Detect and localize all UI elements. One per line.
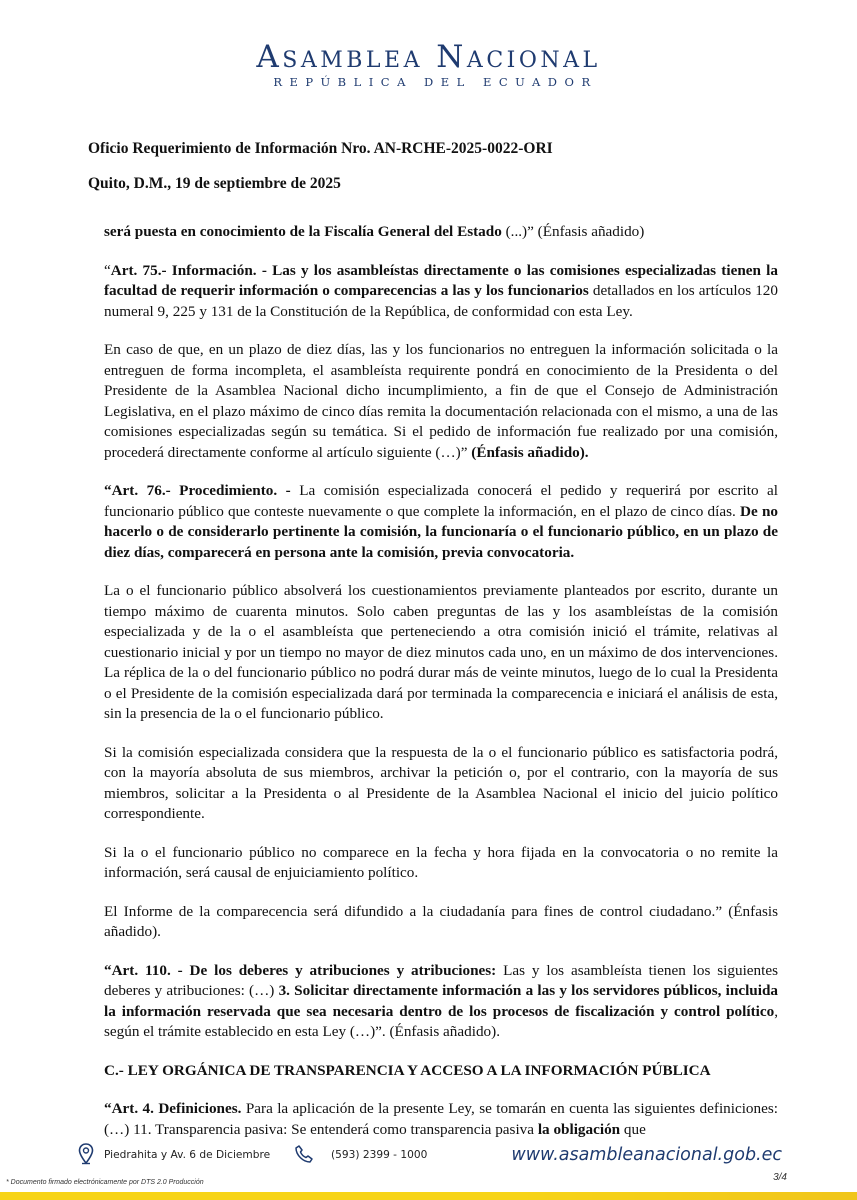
bold-text: (Énfasis añadido). bbox=[471, 443, 589, 461]
bold-text: la obligación bbox=[537, 1120, 621, 1138]
footer-color-bar bbox=[0, 1192, 857, 1200]
paragraph-art-75 bbox=[104, 261, 778, 323]
bold-text: “Art. 110. - De los deberes y atribuciones y atribuciones: bbox=[104, 961, 497, 979]
paragraph: La o el funcionario público absolverá los cuestionamientos previamente planteados por escrito, durante un tiempo máximo de cuarenta minutos. Solo caben preguntas de las y los asambleístas de la comisión especializada y de la o el asambleísta que perteneciendo a otra comisión inició el trámite, relativas al cuestionario inicial y por un tiempo no mayor de diez minutos cada uno, en un máximo de dos intervenciones. La réplica de la o del funcionario público no podrá durar más de veinte minutos, luego de lo cual la Presidenta o el Presidente de la comisión especializada dará por terminada la comparecencia e iniciará el análisis de esta, sin la presencia de la o el funcionario público. bbox=[104, 582, 778, 722]
footer-address: Piedrahita y Av. 6 de Diciembre bbox=[104, 1149, 271, 1161]
institution-subtitle: REPÚBLICA DEL ECUADOR bbox=[273, 75, 598, 89]
phone-icon bbox=[294, 1144, 314, 1169]
paragraph bbox=[104, 340, 778, 463]
document-date: Quito, D.M., 19 de septiembre de 2025 bbox=[88, 175, 341, 192]
footer-phone: (593) 2399 - 1000 bbox=[331, 1149, 428, 1161]
section-heading: C.- LEY ORGÁNICA DE TRANSPARENCIA Y ACCESO A LA INFORMACIÓN PÚBLICA bbox=[104, 1061, 711, 1079]
paragraph: El Informe de la comparecencia será difundido a la ciudadanía para fines de control ciudadano.” (Énfasis añadido). bbox=[104, 902, 778, 940]
page-number: 3/4 bbox=[773, 1172, 787, 1183]
text: Para la aplicación de la presente Ley, se tomarán en cuenta las siguientes definiciones: (…) 11. Transparencia pasiva: Se entenderá como transparencia pasiva bbox=[104, 1100, 778, 1138]
paragraph-art-76 bbox=[104, 481, 778, 563]
signature-note: * Documento firmado electrónicamente por DTS 2.0 Producción bbox=[6, 1179, 204, 1186]
bold-text: “Art. 4. Definiciones. bbox=[104, 1100, 242, 1117]
institution-name: Asamblea Nacional bbox=[256, 39, 601, 75]
oficio-number: Oficio Requerimiento de Información Nro. AN-RCHE-2025-0022-ORI bbox=[88, 140, 553, 157]
bold-text: De no hacerlo o de considerarlo pertinente la comisión, la funcionaría o el funcionario público, en un plazo de diez días, comparecerá en persona ante la comisión, previa convocatoria. bbox=[104, 502, 778, 561]
bold-text: será puesta en conocimiento de la Fiscalía General del Estado bbox=[104, 223, 502, 240]
bold-text: Art. 75.- Información. - Las y los asambleístas directamente o las comisiones especializadas tienen la facultad de requerir información o comparecencias a las y los funcionarios bbox=[104, 261, 778, 299]
footer-website-link[interactable]: www.asambleanacional.gob.ec bbox=[511, 1145, 782, 1165]
text: (...)” (Énfasis añadido) bbox=[501, 223, 645, 240]
quote-mark: “ bbox=[104, 261, 111, 279]
paragraph: Si la comisión especializada considera que la respuesta de la o el funcionario público es satisfactoria podrá, con la mayoría absoluta de sus miembros, archivar la petición o, por el contrario, con la mayoría de sus miembros, solicitar a la Presidenta o al Presidente de la Asamblea Nacional el inicio del juicio político correspondiente. bbox=[104, 743, 778, 822]
paragraph-art-4 bbox=[104, 1099, 778, 1140]
bold-text: “Art. 76.- Procedimiento. - bbox=[104, 482, 291, 499]
text: , según el trámite establecido en esta Ley (…)”. (Énfasis añadido). bbox=[104, 1002, 778, 1040]
letterhead bbox=[0, 40, 857, 89]
text: En caso de que, en un plazo de diez días, las y los funcionarios no entreguen la información solicitada o la entreguen de forma incompleta, el asambleísta requirente pondrá en conocimiento de la Presidenta o del Presidente de la Asamblea Nacional dicho incumplimiento, a fin de que el Consejo de Administración Legislativa, en el plazo máximo de cinco días remita la documentación relacionada con el mismo, a una de las comisiones especializadas según su temática. Si el pedido de información fue realizado por una comisión, procederá directamente conforme al artículo siguiente (…)” bbox=[104, 341, 778, 461]
paragraph-art-110 bbox=[104, 961, 778, 1043]
text: Las y los asambleísta tienen los siguientes deberes y atribuciones: (…) bbox=[104, 961, 778, 999]
footer bbox=[0, 1143, 857, 1200]
text: La comisión especializada conocerá el pedido y requerirá por escrito al funcionario público que conteste nuevamente o que complete la información, en el plazo de cinco días. bbox=[104, 482, 778, 520]
paragraph bbox=[104, 222, 778, 243]
paragraph: Si la o el funcionario público no comparece en la fecha y hora fijada en la convocatoria o no remite la información, será causal de enjuiciamiento político. bbox=[104, 843, 778, 881]
text: que bbox=[620, 1120, 646, 1138]
bold-text: 3. Solicitar directamente información a las y los servidores públicos, incluida la información reservada que sea necesaria dentro de los procesos de fiscalización y control político bbox=[104, 982, 779, 1020]
location-pin-icon bbox=[78, 1143, 94, 1170]
text: detallados en los artículos 120 numeral 9, 225 y 131 de la Constitución de la República, de conformidad con esta Ley. bbox=[104, 282, 778, 320]
document-body bbox=[104, 222, 778, 1158]
